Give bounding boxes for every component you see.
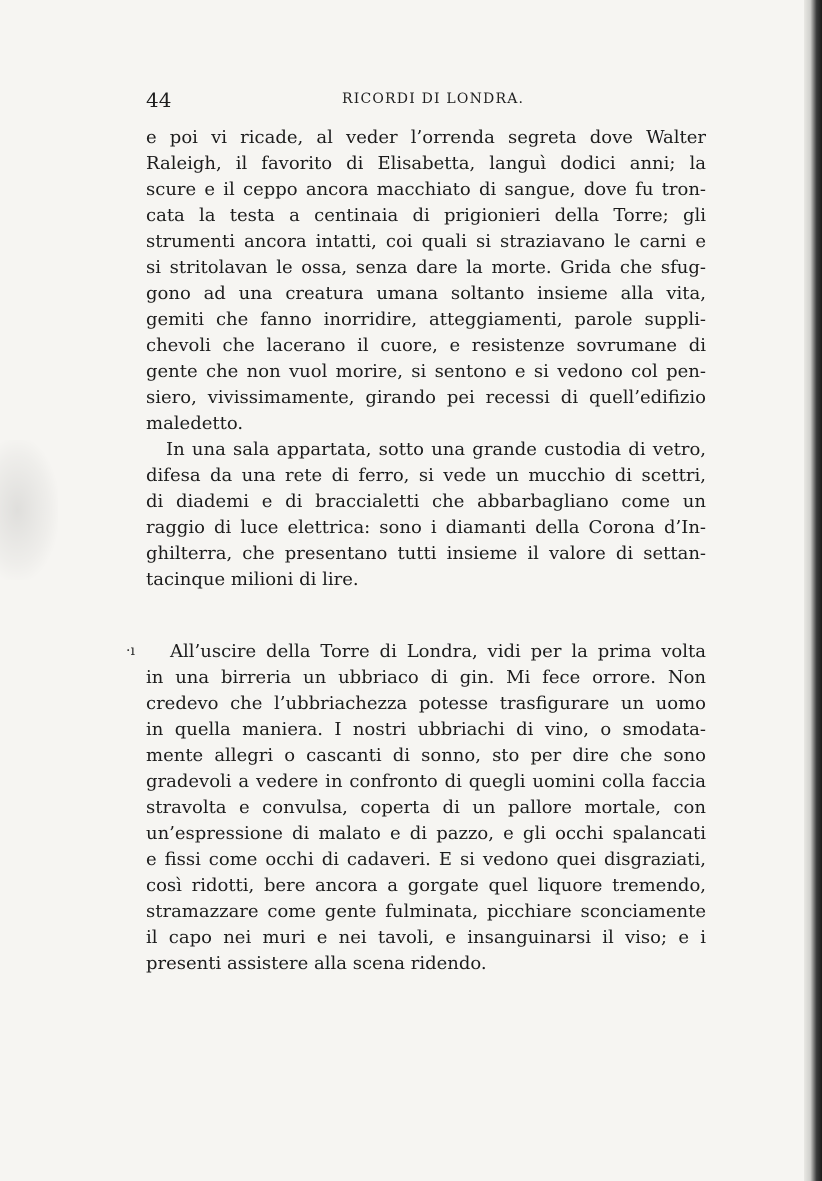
text-line: il capo nei muri e nei tavoli, e insanguinarsi il viso; e i: [146, 927, 706, 948]
text-line: cata la testa a centinaia di prigionieri della Torre; gli: [146, 205, 706, 226]
text-line: scure e il ceppo ancora macchiato di sangue, dove fu tron-: [146, 179, 706, 200]
paragraph-3: [146, 639, 706, 977]
text-line: strumenti ancora intatti, coi quali si straziavano le carni e: [146, 231, 706, 252]
text-line: gemiti che fanno inorridire, atteggiamenti, parole suppli-: [146, 309, 706, 330]
text-line: e fissi come occhi di cadaveri. E si vedono quei disgraziati,: [146, 849, 706, 870]
text-line: un’espressione di malato e di pazzo, e gli occhi spalancati: [146, 823, 706, 844]
text-line: in quella maniera. I nostri ubbriachi di vino, o smodata-: [146, 719, 706, 740]
text-line: gradevoli a vedere in confronto di quegli uomini colla faccia: [146, 771, 706, 792]
paragraph-2: [146, 437, 706, 593]
text-line: così ridotti, bere ancora a gorgate quel liquore tremendo,: [146, 875, 706, 896]
page-smudge: [0, 440, 58, 580]
text-line: ghilterra, che presentano tutti insieme il valore di settan-: [146, 543, 706, 564]
section-gap: [146, 593, 706, 639]
text-line: presenti assistere alla scena ridendo.: [146, 953, 487, 974]
page-binding-edge: [804, 0, 822, 1181]
paragraph-1: [146, 125, 706, 437]
text-line: in una birreria un ubbriaco di gin. Mi fece orrore. Non: [146, 667, 706, 688]
text-line: stravolta e convulsa, coperta di un pallore mortale, con: [146, 797, 706, 818]
text-line: In una sala appartata, sotto una grande custodia di vetro,: [166, 439, 706, 460]
body-text: [146, 125, 706, 977]
page-header: [146, 88, 706, 118]
text-line: gente che non vuol morire, si sentono e si vedono col pen-: [146, 361, 706, 382]
text-line: mente allegri o cascanti di sonno, sto per dire che sono: [146, 745, 706, 766]
text-line: credevo che l’ubbriachezza potesse trasfigurare un uomo: [146, 693, 706, 714]
text-line: raggio di luce elettrica: sono i diamanti della Corona d’In-: [146, 517, 706, 538]
text-line: siero, vivissimamente, girando pei recessi di quell’edifizio: [146, 387, 706, 408]
text-line: si stritolavan le ossa, senza dare la morte. Grida che sfug-: [146, 257, 706, 278]
running-title: RICORDI DI LONDRA.: [342, 91, 525, 107]
text-line: stramazzare come gente fulminata, picchiare sconciamente: [146, 901, 706, 922]
text-line: maledetto.: [146, 413, 244, 434]
text-line: e poi vi ricade, al veder l’orrenda segreta dove Walter: [146, 127, 706, 148]
text-line: difesa da una rete di ferro, si vede un mucchio di scettri,: [146, 465, 706, 486]
text-line: All’uscire della Torre di Londra, vidi per la prima volta: [170, 641, 706, 662]
text-line: gono ad una creatura umana soltanto insieme alla vita,: [146, 283, 706, 304]
margin-mark: ·ı: [126, 643, 135, 659]
page-number: 44: [146, 88, 172, 112]
text-line: Raleigh, il favorito di Elisabetta, languì dodici anni; la: [146, 153, 706, 174]
text-line: tacinque milioni di lire.: [146, 569, 359, 590]
text-line: chevoli che lacerano il cuore, e resistenze sovrumane di: [146, 335, 706, 356]
text-line: di diademi e di braccialetti che abbarbagliano come un: [146, 491, 706, 512]
